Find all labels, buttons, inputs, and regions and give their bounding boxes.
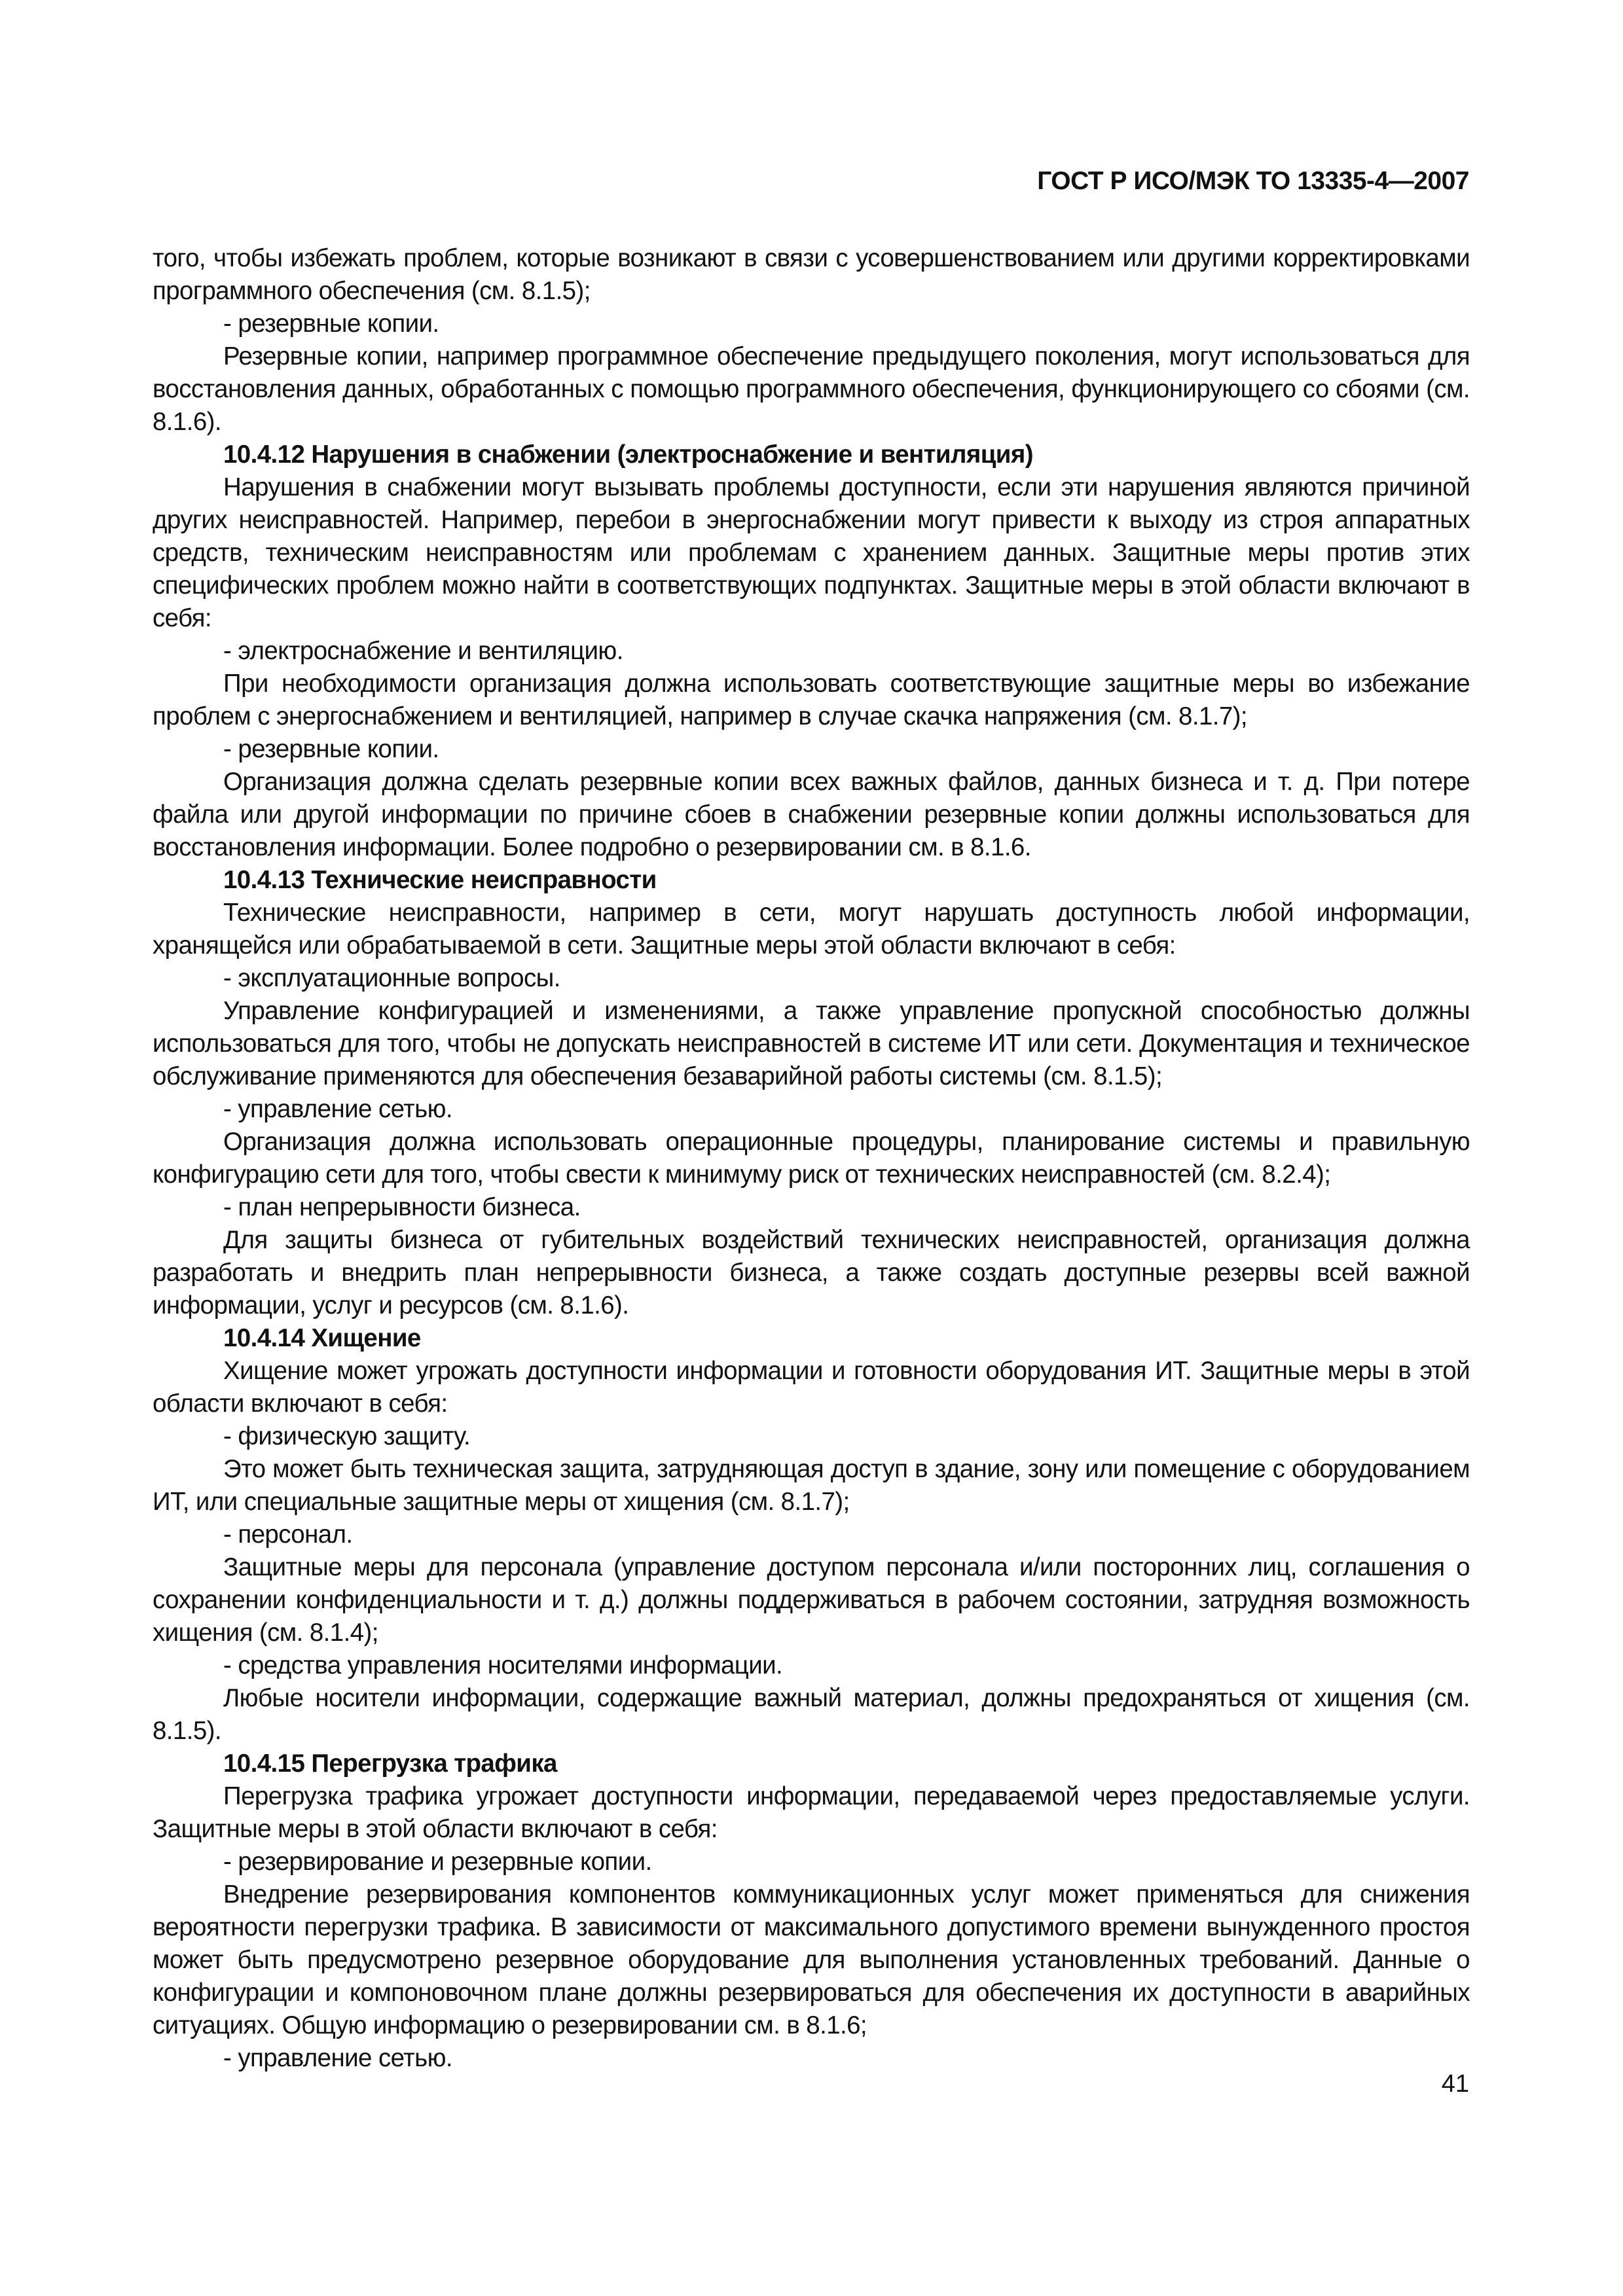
paragraph: - резервные копии. xyxy=(223,735,439,763)
paragraph: Защитные меры для персонала (управление доступом персонала и/или посторонних лиц, соглашения о сохранении конфиденциальности и т. д.) должны поддерживаться в рабочем состоянии, затрудняя возможность хищения (см. 8.1.4); xyxy=(153,1553,1470,1647)
paragraph: Внедрение резервирования компонентов коммуникационных услуг может применяться для снижения вероятности перегрузки трафика. В зависимости от максимального допустимого времени вынужденного простоя может быть предусмотрено резервное оборудование для выполнения установленных требований. Данные о конфигурации и компоновочном плане должны резервироваться для обеспечения их доступности в аварийных ситуациях. Общую информацию о резервировании см. в 8.1.6; xyxy=(153,1880,1470,2039)
page-number: 41 xyxy=(1441,2070,1469,2098)
paragraph: Организация должна использовать операционные процедуры, планирование системы и правильную конфигурацию сети для того, чтобы свести к минимуму риск от технических неисправностей (см. 8.2.4); xyxy=(153,1128,1470,1189)
section-heading: 10.4.14 Хищение xyxy=(223,1324,421,1352)
section-heading: 10.4.12 Нарушения в снабжении (электроснабжение и вентиляция) xyxy=(223,440,1033,469)
paragraph: - персонал. xyxy=(223,1520,353,1549)
page-header-standard-id: ГОСТ Р ИСО/МЭК ТО 13335-4—2007 xyxy=(1037,167,1469,195)
paragraph: - резервные копии. xyxy=(223,310,439,338)
paragraph: Резервные копии, например программное обеспечение предыдущего поколения, могут использоваться для восстановления данных, обработанных с помощью программного обеспечения, функционирующего со сбоями (см. 8.1.6). xyxy=(153,342,1470,436)
paragraph: - управление сетью. xyxy=(223,1095,453,1123)
paragraph: Любые носители информации, содержащие важный материал, должны предохраняться от хищения (см. 8.1.5). xyxy=(153,1684,1470,1745)
paragraph: - эксплуатационные вопросы. xyxy=(223,964,560,992)
paragraph: При необходимости организация должна использовать соответствующие защитные меры во избежание проблем с энергоснабжением и вентиляцией, например в случае скачка напряжения (см. 8.1.7); xyxy=(153,670,1470,730)
paragraph: того, чтобы избежать проблем, которые возникают в связи с усовершенствованием или другими корректировками программного обеспечения (см. 8.1.5); xyxy=(153,244,1470,305)
paragraph: Технические неисправности, например в сети, могут нарушать доступность любой информации, хранящейся или обрабатываемой в сети. Защитные меры этой области включают в себя: xyxy=(153,899,1470,960)
paragraph: Нарушения в снабжении могут вызывать проблемы доступности, если эти нарушения являются причиной других неисправностей. Например, перебои в энергоснабжении могут привести к выходу из строя аппаратных средств, техническим неисправностям или проблемам с хранением данных. Защитные меры против этих специфических проблем можно найти в соответствующих подпунктах. Защитные меры в этой области включают в себя: xyxy=(153,473,1470,632)
paragraph: - управление сетью. xyxy=(223,2044,453,2072)
paragraph: - резервирование и резервные копии. xyxy=(223,1848,652,1876)
paragraph: Хищение может угрожать доступности информации и готовности оборудования ИТ. Защитные меры в этой области включают в себя: xyxy=(153,1357,1470,1418)
paragraph: Управление конфигурацией и изменениями, а также управление пропускной способностью должны использоваться для того, чтобы не допускать неисправностей в системе ИТ или сети. Документация и техническое обслуживание применяются для обеспечения безаварийной работы системы (см. 8.1.5); xyxy=(153,997,1470,1090)
section-heading: 10.4.13 Технические неисправности xyxy=(223,866,657,894)
body-text xyxy=(153,242,1470,2075)
paragraph: Организация должна сделать резервные копии всех важных файлов, данных бизнеса и т. д. При потере файла или другой информации по причине сбоев в снабжении резервные копии должны использоваться для восстановления информации. Более подробно о резервировании см. в 8.1.6. xyxy=(153,768,1470,861)
paragraph: Это может быть техническая защита, затрудняющая доступ в здание, зону или помещение с оборудованием ИТ, или специальные защитные меры от хищения (см. 8.1.7); xyxy=(153,1455,1470,1516)
paragraph: Перегрузка трафика угрожает доступности информации, передаваемой через предоставляемые услуги. Защитные меры в этой области включают в себя: xyxy=(153,1782,1470,1843)
paragraph: - электроснабжение и вентиляцию. xyxy=(223,637,623,665)
paragraph: - физическую защиту. xyxy=(223,1422,471,1450)
paragraph: Для защиты бизнеса от губительных воздействий технических неисправностей, организация должна разработать и внедрить план непрерывности бизнеса, а также создать доступные резервы всей важной информации, услуг и ресурсов (см. 8.1.6). xyxy=(153,1226,1470,1319)
paragraph: - план непрерывности бизнеса. xyxy=(223,1193,581,1221)
section-heading: 10.4.15 Перегрузка трафика xyxy=(223,1749,557,1778)
paragraph: - средства управления носителями информации. xyxy=(223,1651,783,1679)
